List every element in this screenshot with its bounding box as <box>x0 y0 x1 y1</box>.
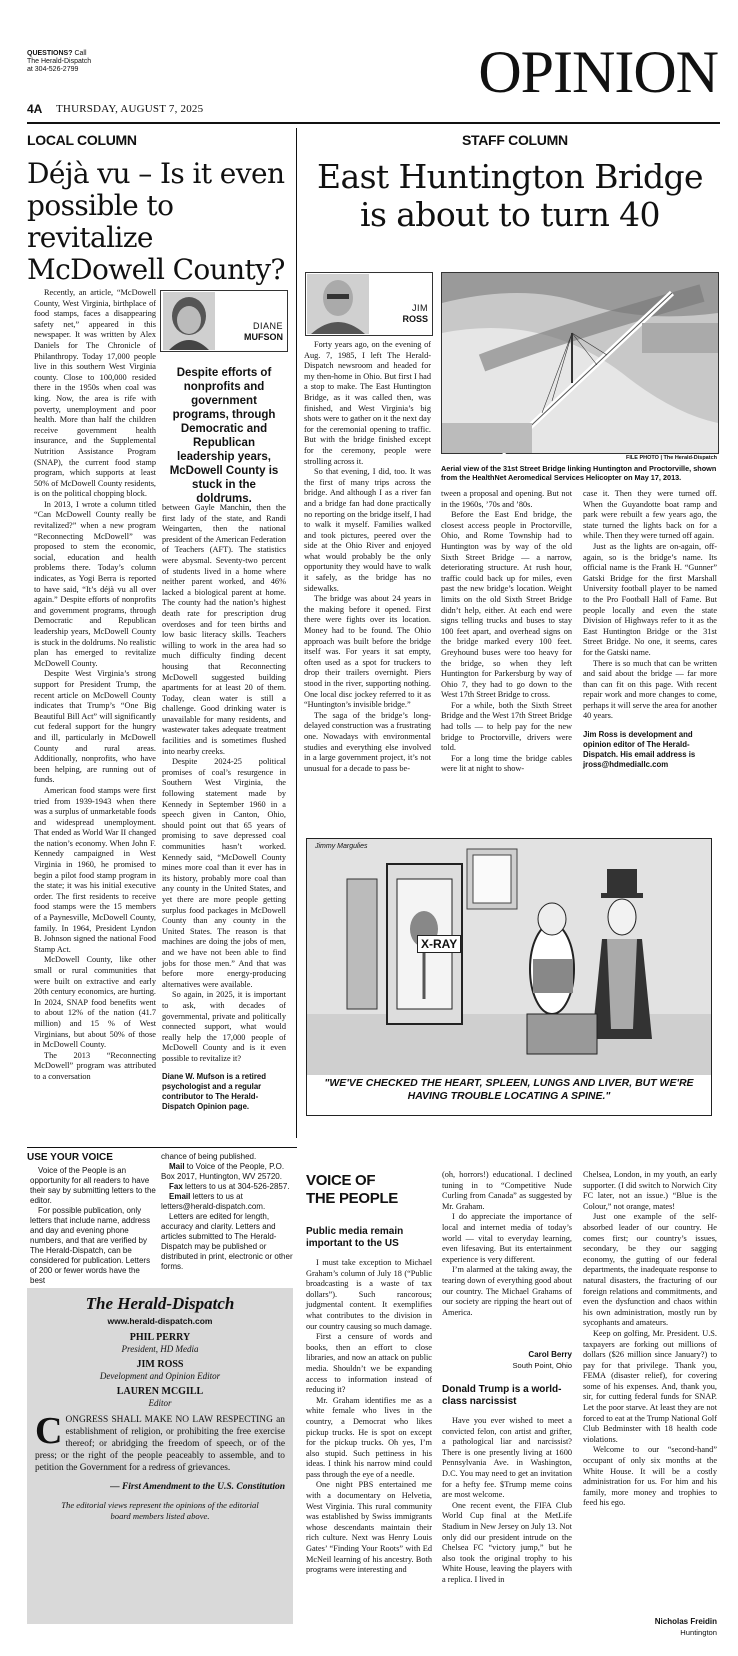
email-label: Email <box>169 1192 191 1201</box>
staff-headline-line2: is about to turn 40 <box>360 195 660 234</box>
local-column-label: LOCAL COLUMN <box>27 132 137 148</box>
author-photo-ross <box>307 274 369 334</box>
amendment-text: ONGRESS SHALL MAKE NO LAW RESPECTING an establishment of religion, or prohibiting the free exercise thereof; or abridging the freedom of speech, or of the press; or the right of the people peaceably to assemble, and to petition the Government for a redress of grievances. <box>35 1415 285 1473</box>
mail-line <box>161 1162 293 1182</box>
letter2-headline: Donald Trump is a world-class narcissist <box>442 1384 562 1407</box>
author-box-mufson <box>160 290 288 352</box>
paragraph: (oh, horrors!) educational. I declined tuning in to “Competitive Nude Curling from Canada” as suggested by Mr. Graham. <box>442 1170 572 1211</box>
questions-label: QUESTIONS? <box>27 50 73 57</box>
paragraph: Have you ever wished to meet a convicted felon, con artist and grifter, a pathological liar and narcissist? There is one presently living at 1600 Pennsylvania Ave. in Washington, D.C. You may need to get an invitation for a hefty fee. $Trump meme coins are most welcome. <box>442 1416 572 1500</box>
author-photo-mufson <box>163 292 215 350</box>
email-line <box>161 1192 293 1212</box>
local-headline: Déjà vu – Is it even possible to revitalize McDowell County? <box>27 157 285 286</box>
letter2-place: Huntington <box>680 1628 717 1637</box>
paragraph: Before the East End bridge, the closest access people in Proctorville, Ohio, and Rome Township had to Huntington was by way of the old Sixth Street Bridge — a narrow, deteriorating structure. At rush hour, traffic could back up for miles, even past the new bridge’s location. Weight limits on the old Sixth Street Bridge didn’t help, either. At each end were signs telling trucks and buses to stay 100 feet apart, and overhead signs on the bridge marked every 100 feet. Greyhound buses were too heavy for the bridge, so when they left Huntington for Parkersburg by way of Ohio 7, they had to go down to the West 17th Street Bridge to cross. <box>441 510 572 700</box>
xray-label: X-RAY <box>417 935 461 953</box>
author-tagline: Jim Ross is development and opinion editor of The Herald-Dispatch. His email address is jross@hdmediallc.com <box>583 730 696 770</box>
letter1-col1 <box>306 1258 432 1633</box>
paper-url[interactable]: www.herald-dispatch.com <box>107 1316 213 1326</box>
paragraph: For a while, both the Sixth Street Bridge and the West 17th Street Bridge had tolls — to help pay for the new bridge to Proctorville, drivers were told. <box>441 700 572 753</box>
author-first-name: JIM <box>412 303 428 313</box>
questions-call: Call <box>72 50 87 57</box>
letter2-signature: Nicholas Freidin <box>654 1617 717 1626</box>
staff-col1 <box>304 340 431 812</box>
voice-label <box>306 1172 398 1208</box>
paragraph: One recent event, the FIFA Club World Cup final at the MetLife Stadium in New Jersey on July 13. Not only did our president intrude on the Chelsea FC “victory jump,” but he also took the original trophy to his White House, leaving the players with a replica. I lived in <box>442 1500 572 1584</box>
staff-title: Editor <box>148 1398 172 1408</box>
paragraph: One night PBS entertained me with a documentary on Helvetia, West Virginia. This rural community was established by Swiss immigrants whose descendants maintain their rich culture. Next was Henry Louis Gates’ “Finding Your Roots” with Ed McNeil learning of his ancestry. Both programs were interesting and <box>306 1480 432 1575</box>
letter1-place: South Point, Ohio <box>512 1361 572 1370</box>
drop-cap: C <box>35 1410 63 1452</box>
amendment-source: — First Amendment to the U.S. Constitution <box>110 1482 285 1492</box>
author-last-name: MUFSON <box>244 332 283 342</box>
fax-label: Fax <box>169 1182 183 1191</box>
paragraph: American food stamps were first tried from 1939-1943 when there was a surplus of unmarketable foods and widespread unemployment. That ended as World War II changed the nation’s economy. When John F. Kennedy campaigned in West Virginia in 1960, he promised to begin a pilot food stamp program in the state; it was his initial executive order. The first residents to receive food stamps were the 15 members of a Paynesville, McDowell County, family. In 1964, President Lyndon B. Johnson signed the national Food Stamp Act. <box>34 785 156 954</box>
paragraph: Forty years ago, on the evening of Aug. 7, 1985, I left The Herald-Dispatch newsroom and headed for my then-home in Ohio. But first I had a stop to make. The East Huntington Bridge, as it was called then, was finished, and West Virginia’s big shots were to gather on it the next day for the ceremonial opening to traffic. But with the bridge finished except for the ceremony, people were strolling across it. <box>304 340 431 466</box>
staff-headline-line1: East Huntington Bridge <box>317 157 703 196</box>
staff-list <box>27 1332 293 1409</box>
local-col1 <box>34 288 156 1093</box>
paragraph: Recently, an article, “McDowell County, West Virginia, birthplace of food stamps, faces a disappearing safety net,” appeared in this newspaper. It was written by Alex Daniels for The Chronicle of Philanthropy. Today 17,000 people live in this southern West Virginia county. Close to 100,000 resided there in the 1950s when coal was king. Now, the area is rife with poverty, unemployment and poor health. More than half the children receive government health insurance, and the Supplemental Nutrition Assistance Program (SNAP), the current food stamp program, which supports at least 50% of McDowell County residents, is on the political chopping block. <box>34 288 156 499</box>
paragraph: Just as the lights are on-again, off-again, so is the bridge’s name. Its official name is the Frank H. “Gunner” Gatski Bridge for the first Marshall University football player to be named to the Pro Football Hall of Fame. But people locally and even the state Division of Highways refer to it as the East Huntington Bridge or the 31st Street Bridge. No one, it seems, cares for the Gatski name. <box>583 541 717 657</box>
paragraph: Voice of the People is an opportunity for all readers to have their say by submitting letters to the editor. <box>30 1166 156 1205</box>
editorial-cartoon <box>306 838 712 1116</box>
use-your-voice-col1 <box>30 1166 156 1285</box>
page-number: 4A <box>27 102 43 116</box>
letter2-col2 <box>442 1416 572 1633</box>
use-your-voice-col2 <box>161 1152 293 1278</box>
staff-column-label: STAFF COLUMN <box>462 132 568 148</box>
staff-name: JIM ROSS <box>136 1359 184 1370</box>
photo-credit: FILE PHOTO | The Herald-Dispatch <box>626 455 717 461</box>
use-your-voice-label: USE YOUR VOICE <box>27 1152 113 1163</box>
paragraph: The bridge was about 24 years in the making before it opened. First there were fights over its location. Money had to be found. The Ohio approach was built before the bridge itself was. For years it sat empty, often used as a spot for truckers to drop their trailers overnight. Piers stood in the river, supporting nothing. One local disc jockey referred to it as “Huntington’s invisible bridge.” <box>304 594 431 710</box>
section-title: OPINION <box>478 39 718 105</box>
paragraph: Just one example of the self-absorbed leader of our country. He comes first; our country’s issues, secondary, be they our sagging economy, the gutting of our federal departments, the inadequate response to natural disasters, the fracturing of our foreign relations and commitments, and even the dysfunction and chaos within his own administration, mostly run by sycophants and amateurs. <box>583 1212 717 1328</box>
paragraph: McDowell County, like other small or rural communities that were built on extractive and early 20th century economics, are hurting. In 2024, SNAP food benefits went to about 12% of the nation (41.7 million) and 15 % of West Virginians, but about 50% of those in McDowell County. <box>34 955 156 1050</box>
staff-title: President, HD Media <box>121 1344 199 1354</box>
paragraph: So again, in 2025, it is important to ask, with decades of governmental, private and politically connected support, what would really help the 17,000 people of McDowell County and is it even possible to revitalize it? <box>162 990 286 1063</box>
email-text[interactable]: letters to us at letters@herald-dispatch.com. <box>161 1192 266 1211</box>
paragraph: case it. Then they were turned off. When the Guyandotte boat ramp and park were rebuilt a few years ago, the state turned the lights back on for a while. Then they were turned off again. <box>583 489 717 541</box>
questions-paper: The Herald-Dispatch <box>27 58 92 65</box>
paragraph: tween a proposal and opening. But not in the 1960s, ’70s and ’80s. <box>441 489 572 509</box>
paragraph: The saga of the bridge’s long-delayed construction was a frustrating one. Nowadays with environmental studies and everything else involved in a large government project, it’s not unusual for a decade to pass be- <box>304 710 431 773</box>
mail-text: to Voice of the People, P.O. Box 2017, Huntington, WV 25720. <box>161 1162 285 1181</box>
paragraph: Keep on golfing, Mr. President. U.S. taxpayers are forking out millions of dollars ($26 million since January?) to pay for that privilege. Thank you, FEMA (disaster relief), for covering some of his expenses. And, thank you, sir, for cutting federal funds for SNAP. Let the poor starve. At least they are not forced to eat at the Trump National Golf Club Bedminster with 18 health code violations. <box>583 1328 717 1444</box>
author-first-name: DIANE <box>252 321 283 331</box>
paragraph: Chelsea, London, in my youth, an early supporter. (I did switch to Norwich City FC later, not an issue.) “Blue is the Colour,” not orange, mates! <box>583 1170 717 1211</box>
first-amendment <box>35 1410 285 1474</box>
paragraph: For a long time the bridge cables were lit at night to show- <box>441 753 572 774</box>
paragraph: The 2013 “Reconnecting McDowell” program was attributed to a conversation <box>34 1050 156 1081</box>
author-last-name: ROSS <box>402 314 428 324</box>
paragraph: Letters are edited for length, accuracy and clarity. Letters and articles submitted to The Herald-Dispatch may be published or distributed in print, electronic or other forms. <box>161 1212 293 1271</box>
page-date: THURSDAY, AUGUST 7, 2025 <box>56 103 204 115</box>
staff-title: Development and Opinion Editor <box>99 1371 221 1381</box>
voice-rule <box>27 1147 297 1148</box>
paragraph: Despite West Virginia’s strong support for President Trump, the recent article on McDowell County indicates that Trump’s “One Big Beautiful Bill Act” will significantly cut federal support for the hungry and ill, particularly in McDowell County and rural areas. Additionally, nonprofits, who have been helping, are running out of funds. <box>34 669 156 785</box>
staff-name: LAUREN MCGILL <box>116 1386 204 1397</box>
paragraph: between Gayle Manchin, then the first lady of the state, and Randi Weingarten, then the national president of the American Federation of Teachers (AFT). The statistics were abysmal. Seventy-two percent of students lived in a home where neither parent worked, and 46% lacked a biological parent at home. The county had the nation’s highest death rate for prescription drug overdoses and for teen births and low basic literacy skills. Teachers willing to work in the area had so much difficulty finding decent housing that Reconnecting McDowell suggested building apartments for at least 20 of them. Today, clean water is still a challenge. Good drinking water is unavailable for many residents, and wastewater takes adequate treatment facilities and is sometimes flushed into nearby creeks. <box>162 503 286 756</box>
letter1-headline: Public media remain important to the US <box>306 1226 404 1249</box>
paper-name: The Herald-Dispatch <box>85 1294 235 1313</box>
voice-label-line2: THE PEOPLE <box>306 1190 399 1207</box>
paragraph: For possible publication, only letters that include name, address and day and evening phone numbers, and that are verified by The Herald-Dispatch, can be considered for publication. Letters of 200 or fewer words have the best <box>30 1206 151 1285</box>
letter2-col3 <box>583 1170 717 1615</box>
staff-headline <box>300 158 720 234</box>
cartoon-caption: "WE'VE CHECKED THE HEART, SPLEEN, LUNGS AND LIVER, BUT WE'RE HAVING TROUBLE LOCATING A SPINE." <box>324 1077 694 1102</box>
pullquote: Despite efforts of nonprofits and government programs, through Democratic and Republican leadership years, McDowell County is stuck in the doldrums. <box>169 367 279 505</box>
photo-caption: Aerial view of the 31st Street Bridge linking Huntington and Proctorville, shown from the HealthNet Aeromedical Services Helicopter on May 17, 2013. <box>441 464 717 482</box>
staff-name: PHIL PERRY <box>129 1332 191 1343</box>
paragraph: Despite 2024-25 political promises of coal’s resurgence in Southern West Virginia, the following statement made by Kennedy in September 1960 in a speech given in Canton, Ohio, should point out that 65 years of promising to save depressed coal communities hasn’t worked. Kennedy said, “McDowell County mines more coal than it ever has in its history, probably more coal than any county in the United States, and yet there are more people getting surplus food packages in McDowell County than any county in the United States. The reason is that machines are doing the jobs of men, and we have not been able to find jobs for those men.” And that was before more energy-producing alternatives were available. <box>162 757 286 989</box>
paragraph: I’m alarmed at the taking away, the tearing down of everything good about our country. The Michael Grahams of our society are ripping the heart out of America. <box>442 1265 572 1317</box>
fax-line <box>161 1182 293 1192</box>
paragraph: In 2013, I wrote a column titled “Can McDowell County really be revitalized?” when a new program “Reconnecting McDowell” was proposed to stem the economic, social, education and health problems there. Today’s column indicates, as Yogi Berra is reported to have said, “It’s déjà vu all over again.” Despite efforts of nonprofits and government programs, through Democratic and Republican leadership years, McDowell County is stuck in the doldrums. No realistic plan has emerged to revitalize McDowell County. <box>34 499 156 668</box>
column-divider <box>296 128 297 1138</box>
paragraph: I do appreciate the importance of local and internet media of today’s world — vital to everyday learning, even lifesaving. But its entertainment experience is very different. <box>442 1212 572 1264</box>
editorial-footer: The editorial views represent the opinions of the editorial board members listed above. <box>61 1500 259 1521</box>
header-rule <box>27 122 720 124</box>
paragraph: First a censure of words and books, then an effort to close libraries, and now an attack on public media. Shouldn’t we be expanding access to information instead of reducing it? <box>306 1332 432 1395</box>
voice-label-line1: VOICE OF <box>306 1172 376 1189</box>
paragraph: So that evening, I did, too. It was the first of many trips across the bridge. And although I as a river fan and a bridge fan had done practically no reporting on the bridge itself, I had to walk it myself. Families walked and took pictures, peered over the side at the Ohio River and enjoyed what would probably be the only opportunity they would have to walk it safely, as the bridge has no sidewalks. <box>304 467 431 593</box>
masthead-box <box>27 1288 293 1624</box>
fax-text: letters to us at 304-526-2857. <box>182 1182 290 1191</box>
staff-col2 <box>441 489 572 812</box>
author-box-ross <box>305 272 433 336</box>
paragraph: Mr. Graham identifies me as a white female who lives in the country, a Democrat who likes pickup trucks. He is spot on except for the pickup trucks. Oh yes, I’m also stupid. Such pettiness in his ideas. I think his narrow mind could pass through the eye of a needle. <box>306 1395 432 1479</box>
questions-phone: at 304-526-2799 <box>27 66 79 73</box>
cartoon-illustration <box>307 839 711 1075</box>
cartoon-signature: Jimmy Margulies <box>315 843 368 850</box>
bridge-photo <box>441 272 719 454</box>
bridge-aerial-image <box>442 273 718 453</box>
paragraph: There is so much that can be written and said about the bridge — far more than can fit on this page. With recent repair work and more changes to come, perhaps it will serve the area for another 40 years. <box>583 658 717 721</box>
letter1-col2 <box>442 1170 572 1348</box>
letter1-signature: Carol Berry <box>528 1350 572 1359</box>
paragraph: I must take exception to Michael Graham’s column of July 18 (“Public broadcasting is a waste of tax dollars”). Such rancorous; judgmental content. It exemplifies what contributes to the division in our country causing so much damage. <box>306 1258 432 1331</box>
mail-label: Mail <box>169 1162 185 1171</box>
paragraph: Welcome to our “second-hand” occupant of only six months at the White House. It will be a costly administration for us. For him and his family, more money and trophies to feed his ego. <box>583 1445 717 1508</box>
questions-box <box>27 50 147 74</box>
staff-col3 <box>583 489 717 812</box>
local-col2 <box>162 503 286 1112</box>
author-tagline: Diane W. Mufson is a retired psychologist and a regular contributor to The Herald-Dispatch Opinion page. <box>162 1072 266 1112</box>
paragraph: chance of being published. <box>161 1152 257 1161</box>
